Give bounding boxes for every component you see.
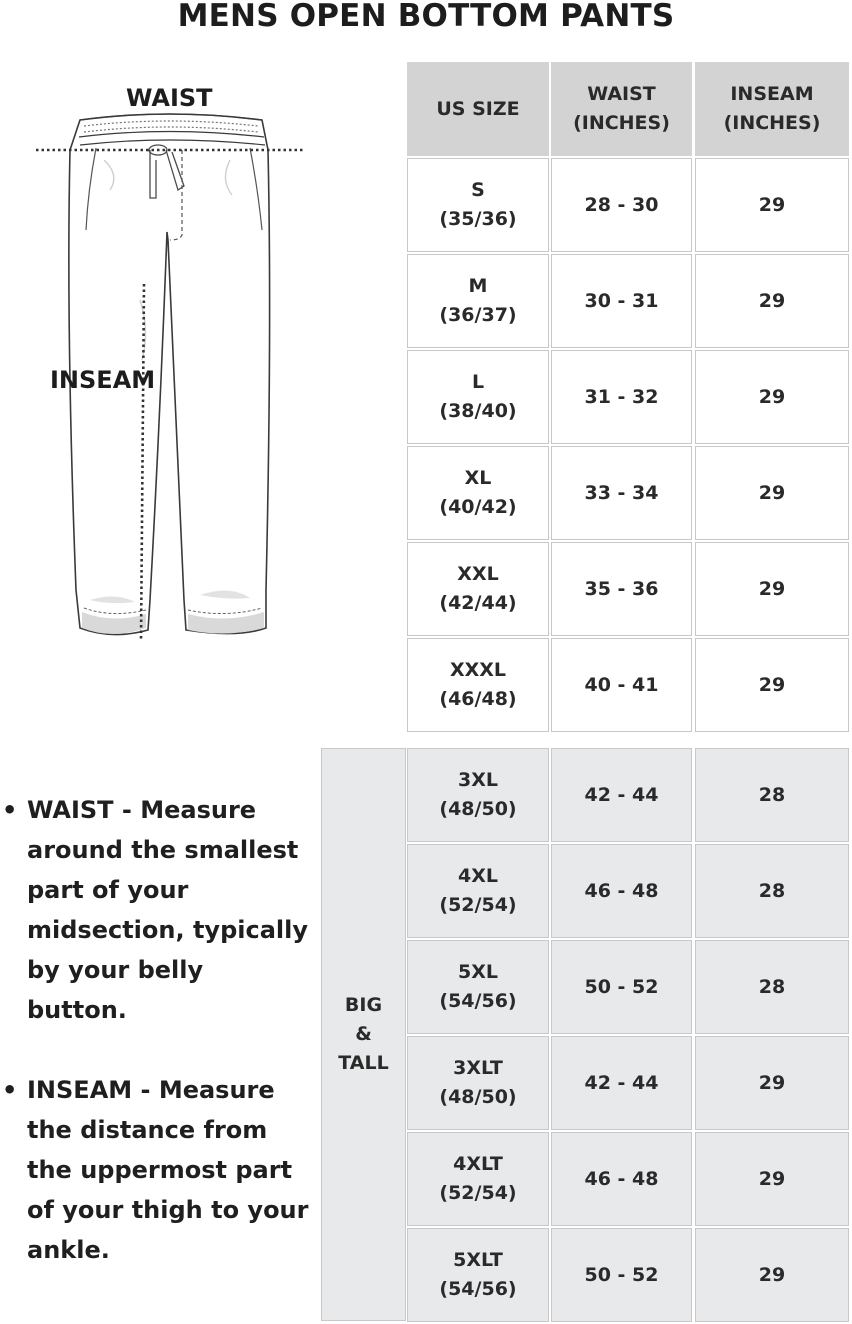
inseam-note-text: INSEAM - Measure the distance from the uppermost part of your thigh to your ankle.	[27, 1076, 309, 1264]
cell-size: XXXL (46/48)	[407, 638, 549, 732]
big-tall-cell-inseam: 29	[695, 1132, 849, 1226]
big-tall-cell-inseam: 28	[695, 940, 849, 1034]
header-waist: WAIST (INCHES)	[551, 62, 692, 156]
inseam-label: INSEAM	[50, 366, 156, 394]
header-us-size: US SIZE	[407, 62, 549, 156]
cell-inseam: 29	[695, 254, 849, 348]
big-tall-cell-size: 4XLT (52/54)	[407, 1132, 549, 1226]
big-tall-cell-size: 5XL (54/56)	[407, 940, 549, 1034]
big-tall-cell-size: 3XLT (48/50)	[407, 1036, 549, 1130]
big-tall-cell-waist: 50 - 52	[551, 1228, 692, 1322]
waist-note	[0, 790, 310, 1030]
big-tall-cell-size: 4XL (52/54)	[407, 844, 549, 938]
cell-waist: 28 - 30	[551, 158, 692, 252]
cell-inseam: 29	[695, 158, 849, 252]
big-tall-cell-waist: 50 - 52	[551, 940, 692, 1034]
cell-inseam: 29	[695, 542, 849, 636]
cell-size: M (36/37)	[407, 254, 549, 348]
waist-label: WAIST	[126, 84, 213, 112]
big-tall-cell-inseam: 28	[695, 748, 849, 842]
big-tall-cell-waist: 42 - 44	[551, 748, 692, 842]
header-inseam: INSEAM (INCHES)	[695, 62, 849, 156]
bullet-icon: •	[2, 1076, 18, 1104]
page-title: MENS OPEN BOTTOM PANTS	[177, 0, 675, 34]
big-tall-cell-size: 3XL (48/50)	[407, 748, 549, 842]
inseam-note	[0, 1070, 310, 1270]
big-tall-cell-inseam: 28	[695, 844, 849, 938]
cell-size: XXL (42/44)	[407, 542, 549, 636]
cell-inseam: 29	[695, 446, 849, 540]
big-tall-cell-waist: 46 - 48	[551, 1132, 692, 1226]
big-tall-cell-waist: 46 - 48	[551, 844, 692, 938]
big-tall-cell-inseam: 29	[695, 1228, 849, 1322]
cell-waist: 35 - 36	[551, 542, 692, 636]
measurement-notes	[0, 790, 310, 1310]
cell-waist: 31 - 32	[551, 350, 692, 444]
cell-waist: 33 - 34	[551, 446, 692, 540]
cell-size: XL (40/42)	[407, 446, 549, 540]
cell-waist: 40 - 41	[551, 638, 692, 732]
cell-inseam: 29	[695, 350, 849, 444]
waist-note-text: WAIST - Measure around the smallest part of your midsection, typically by your belly button.	[27, 796, 308, 1024]
bullet-icon: •	[2, 796, 18, 824]
big-tall-label: BIG & TALL	[321, 748, 406, 1321]
big-tall-cell-waist: 42 - 44	[551, 1036, 692, 1130]
big-tall-cell-size: 5XLT (54/56)	[407, 1228, 549, 1322]
big-tall-cell-inseam: 29	[695, 1036, 849, 1130]
cell-inseam: 29	[695, 638, 849, 732]
cell-size: S (35/36)	[407, 158, 549, 252]
cell-size: L (38/40)	[407, 350, 549, 444]
cell-waist: 30 - 31	[551, 254, 692, 348]
